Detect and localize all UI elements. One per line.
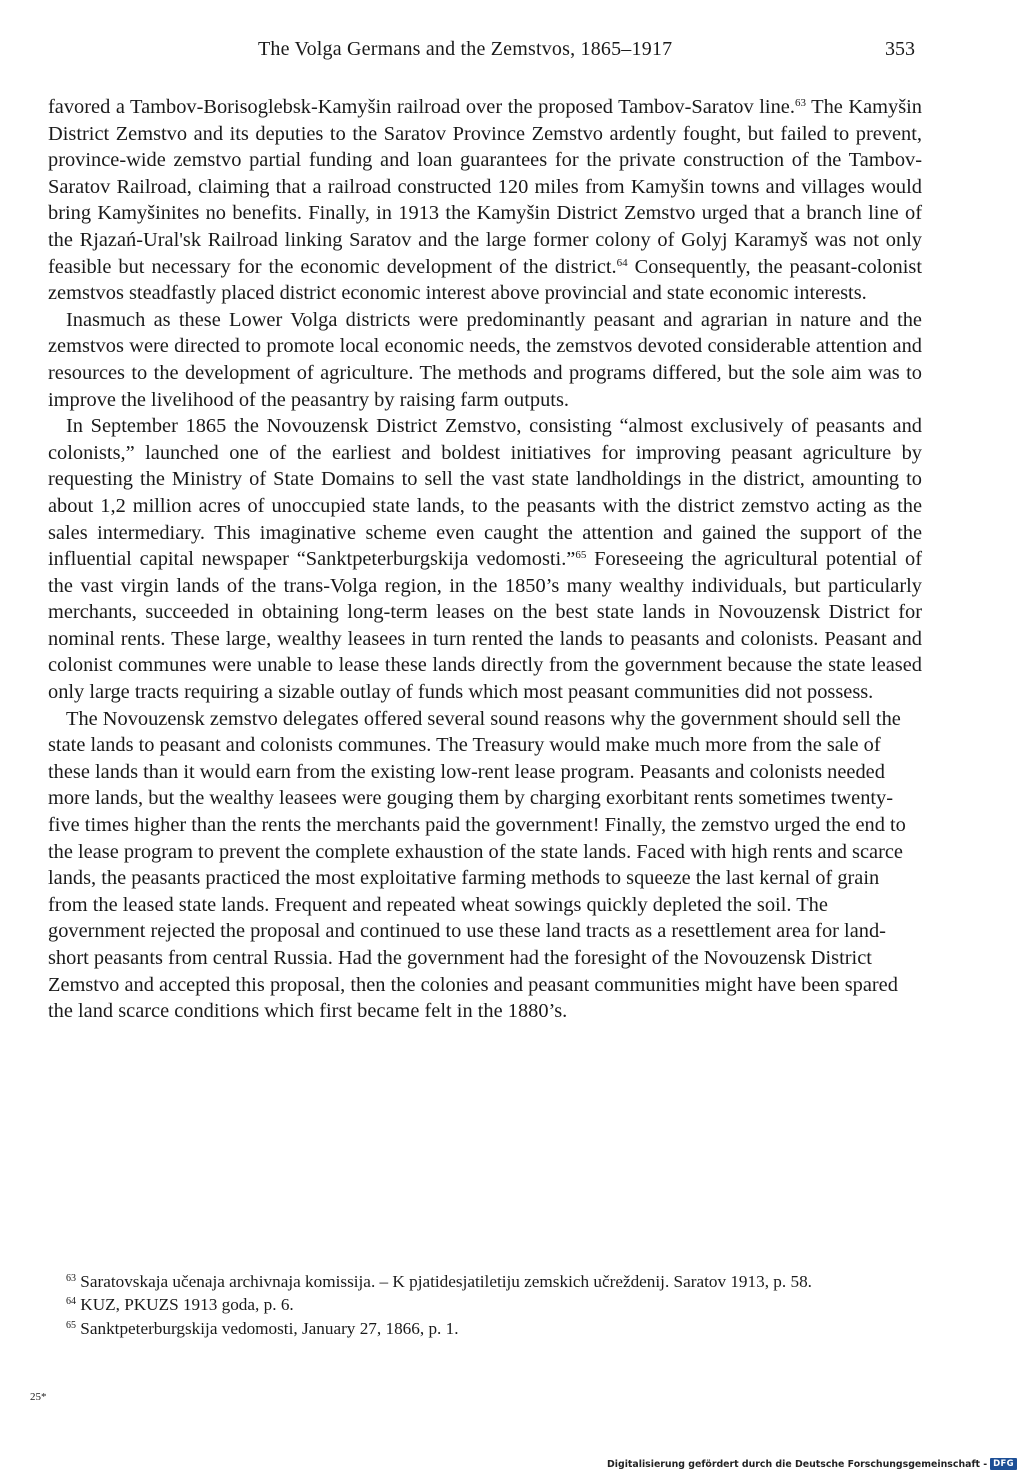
- page-number: 353: [885, 38, 915, 60]
- footnote-65: [48, 1317, 922, 1340]
- footnote-number: 65: [66, 1319, 76, 1331]
- footnote-ref-64: 64: [616, 256, 628, 269]
- footnote-text: KUZ, PKUZS 1913 goda, p. 6.: [76, 1295, 294, 1315]
- paragraph-1-text-a: favored a Tambov-Borisoglebsk-Kamyšin railroad over the proposed Tambov-Saratov line.: [48, 96, 795, 118]
- paragraph-3-text-b: Foreseeing the agricultural potential of the vast virgin lands of the trans-Volga region, in the 1850’s many wealthy individuals, but particularly merchants, succeeded in obtaining long-term leases on the best state lands in Novouzensk District for nominal rents. These large, wealthy leasees in turn rented the lands to peasants and colonists. Peasant and colonist communes were unable to lease these lands directly from the government because the state leased only large tracts requiring a sizable outlay of funds which most peasant communities did not possess.: [48, 548, 922, 704]
- footnote-number: 63: [66, 1273, 76, 1284]
- footnote-number: 64: [66, 1296, 76, 1308]
- dfg-notice-text: Digitalisierung gefördert durch die Deutsche Forschungsgemeinschaft -: [607, 1458, 988, 1470]
- paragraph-1-text-c: Consequently, the peasant-colonist zemstvos steadfastly placed district economic interest above provincial and state economic interests.: [48, 255, 922, 305]
- footnote-text: Sanktpeterburgskija vedomosti, January 27, 1866, p. 1.: [76, 1318, 459, 1338]
- footnotes: [48, 1270, 922, 1340]
- paragraph-1-text-b: The Kamyšin District Zemstvo and its deputies to the Saratov Province Zemstvo ardently fought, but failed to prevent, province-wide zemstvo partial funding and loan guarantees for the private construction of the Tambov-Saratov Railroad, claiming that a railroad constructed 120 miles from Kamyšin towns and villages would bring Kamyšinites no benefits. Finally, in 1913 the Kamyšin District Zemstvo urged that a branch line of the Rjazań-Ural'sk Railroad linking Saratov and the large former colony of Golyj Karamyš was not only feasible but necessary for the economic development of the district.: [48, 96, 923, 278]
- footnote-text: Saratovskaja učenaja archivnaja komissija. – K pjatidesjatiletiju zemskich učreždenij. Saratov 1913, p. 58.: [76, 1272, 812, 1291]
- footnote-ref-65: 65: [575, 549, 587, 562]
- dfg-notice: [607, 1458, 1017, 1470]
- paragraph-4: The Novouzensk zemstvo delegates offered several sound reasons why the government should sell the state lands to peasant and colonists communes. The Treasury would make much more from the sale of these lands than it would earn from the existing low-rent lease program. Peasants and colonists needed more lands, but the wealthy leasees were gouging them by charging exorbitant rents sometimes twenty-five times higher than the rents the merchants paid the government! Finally, the zemstvo urged the end to the lease program to prevent the complete exhaustion of the state lands. Faced with high rents and scarce lands, the peasants practiced the most exploitative farming methods to squeeze the last kernal of grain from the leased state lands. Frequent and repeated wheat sowings quickly depleted the soil. The government rejected the proposal and continued to use these land tracts as a resettlement area for land-short peasants from central Russia. Had the government had the foresight of the Novouzensk District Zemstvo and accepted this proposal, then the colonies and peasant communities might have been spared the land scarce conditions which first became felt in the 1880’s.: [48, 707, 906, 1023]
- footnote-ref-63: 63: [794, 97, 806, 109]
- dfg-logo-icon: DFG: [990, 1458, 1017, 1470]
- signature-mark: 25*: [30, 1391, 47, 1403]
- footnote-63: [48, 1270, 922, 1293]
- body-text: [48, 94, 922, 1025]
- paragraph-2: Inasmuch as these Lower Volga districts were predominantly peasant and agrarian in nature and the zemstvos were directed to promote local economic needs, the zemstvos devoted considerable attention and resources to the development of agriculture. The methods and programs differed, but the sole aim was to improve the livelihood of the peasantry by raising farm outputs.: [48, 308, 922, 411]
- running-head: The Volga Germans and the Zemstvos, 1865–1917: [258, 38, 673, 60]
- paragraph-3-text-a: In September 1865 the Novouzensk District Zemstvo, consisting “almost exclusively of peasants and colonists,” launched one of the earliest and boldest initiatives for improving peasant agriculture by requesting the Ministry of State Domains to sell the vast state landholdings in the district, amounting to about 1,2 million acres of unoccupied state lands, to the peasants with the district zemstvo acting as the sales intermediary. This imaginative scheme even caught the attention and gained the support of the influential capital newspaper “Sanktpeterburgskija vedomosti.”: [48, 415, 922, 571]
- paragraph-1: [48, 94, 922, 307]
- paragraph-3: [48, 413, 922, 706]
- footnote-64: [48, 1293, 922, 1316]
